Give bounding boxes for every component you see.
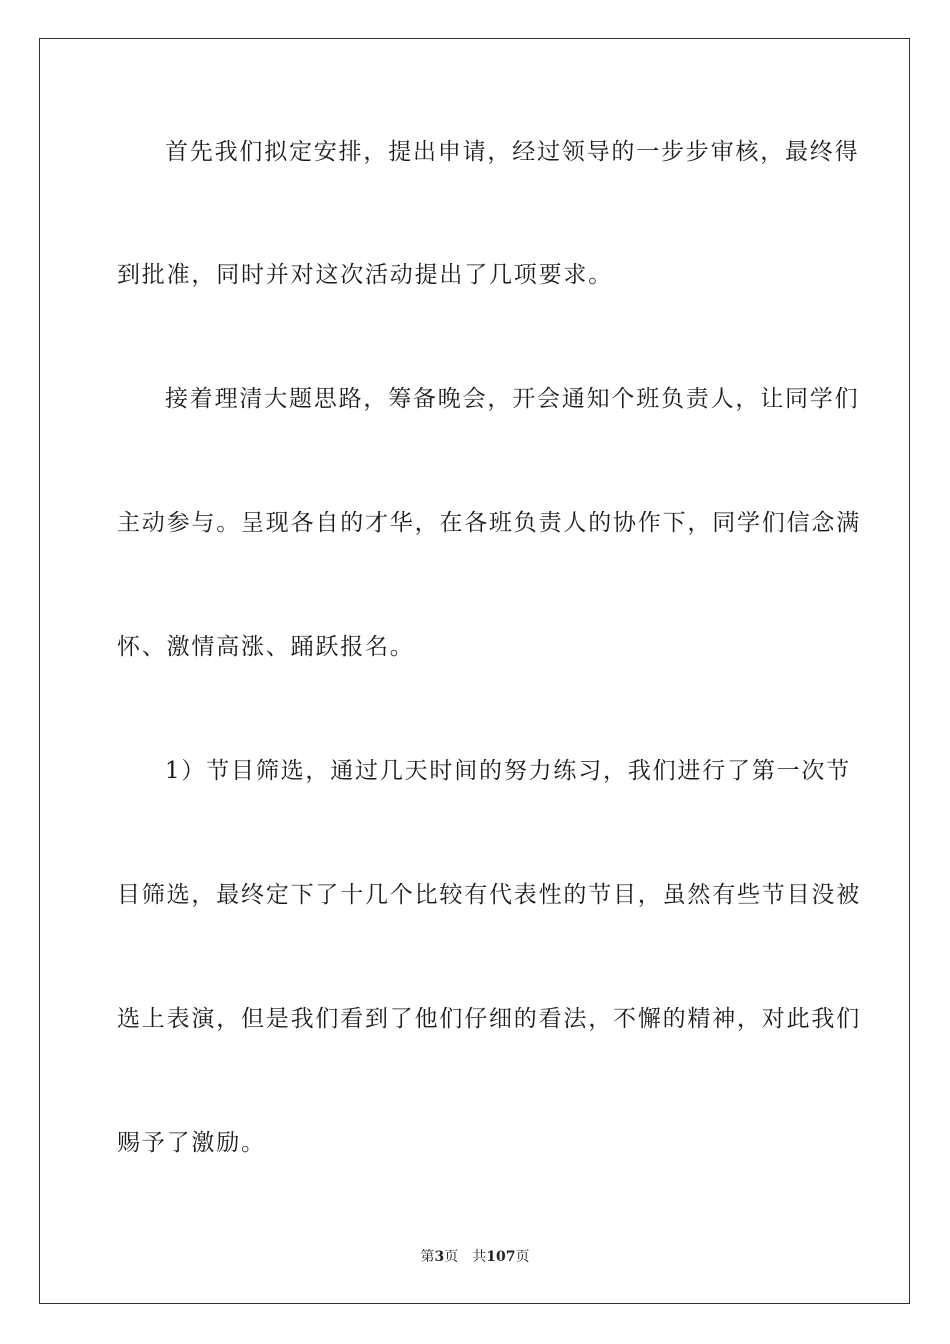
- paragraph-2-line-2: 主动参与。呈现各自的才华，在各班负责人的协作下，同学们信念满: [117, 510, 861, 536]
- paragraph-3-line-1: 1）节目筛选，通过几天时间的努力练习，我们进行了第一次节: [165, 758, 852, 784]
- page-footer: [0, 1247, 950, 1267]
- paragraph-1-line-2: 到批准，同时并对这次活动提出了几项要求。: [117, 262, 613, 288]
- page-border: [39, 38, 910, 1304]
- paragraph-3-line-4: 赐予了激励。: [117, 1130, 266, 1156]
- total-suffix: 页: [515, 1249, 530, 1265]
- paragraph-3-line-3: 选上表演，但是我们看到了他们仔细的看法，不懈的精神，对此我们: [117, 1006, 861, 1032]
- total-pages: 107: [486, 1249, 516, 1265]
- paragraph-1-line-1: 首先我们拟定安排，提出申请，经过领导的一步步审核，最终得: [165, 139, 860, 165]
- paragraph-2-line-1: 接着理清大题思路，筹备晚会，开会通知个班负责人，让同学们: [165, 386, 860, 412]
- page-number: 3: [434, 1249, 445, 1265]
- paragraph-2-line-3: 怀、激情高涨、踊跃报名。: [117, 634, 415, 660]
- page-prefix: 第: [420, 1249, 435, 1265]
- page-suffix: 页: [444, 1249, 459, 1265]
- total-prefix: 共: [472, 1249, 487, 1265]
- paragraph-3-line-2: 目筛选，最终定下了十几个比较有代表性的节目，虽然有些节目没被: [117, 882, 861, 908]
